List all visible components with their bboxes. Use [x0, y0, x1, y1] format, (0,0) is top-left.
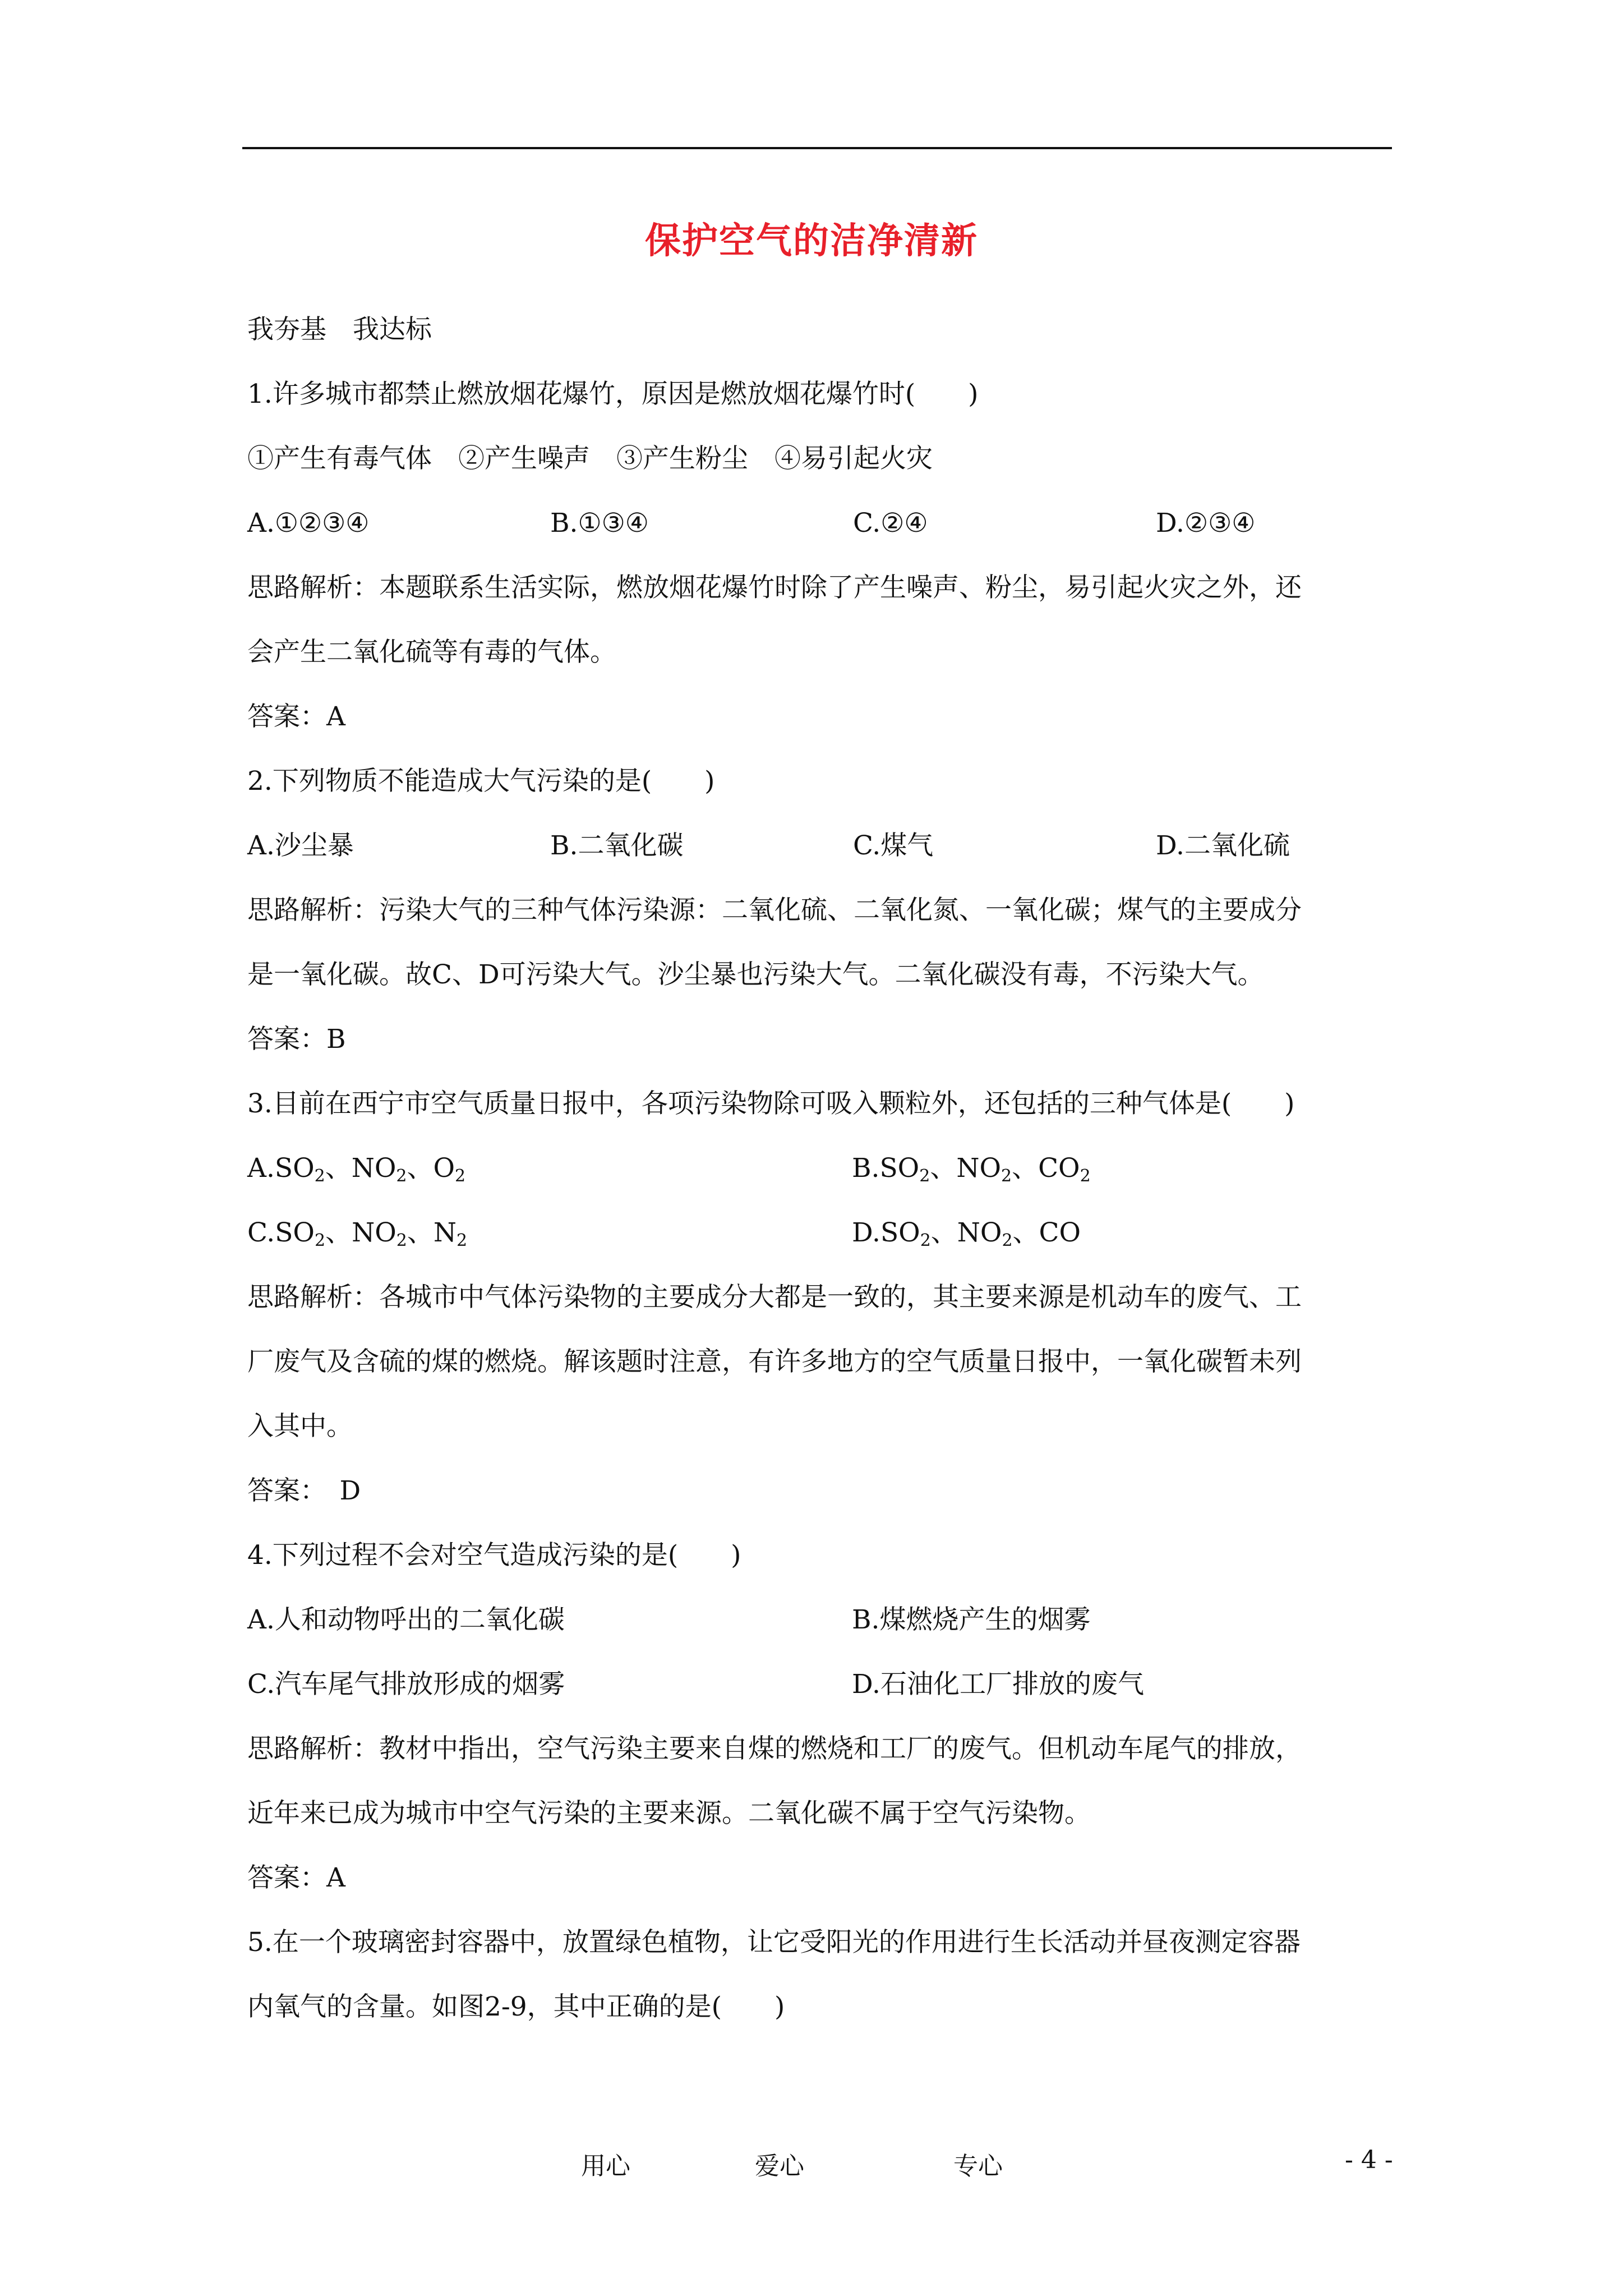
q1-option-c: C.②④: [853, 508, 928, 539]
q1-option-b: B.①③④: [550, 508, 649, 539]
q2-answer: 答案：B: [247, 1024, 346, 1055]
q2-option-a: A.沙尘暴: [247, 830, 354, 861]
q3-analysis-line-2: 厂废气及含硫的煤的燃烧。解该题时注意，有许多地方的空气质量日报中，一氧化碳暂未列: [247, 1346, 1302, 1377]
q2-option-c: C.煤气: [853, 830, 934, 861]
q4-option-b: B.煤燃烧产生的烟雾: [852, 1604, 1091, 1635]
footer-text-3: 专心: [953, 2152, 1003, 2180]
q3-analysis-line-1: 思路解析：各城市中气体污染物的主要成分大都是一致的，其主要来源是机动车的废气、工: [247, 1282, 1302, 1313]
q3-answer: 答案： D: [247, 1475, 361, 1506]
q3-analysis-line-3: 入其中。: [247, 1411, 353, 1442]
q1-items: ①产生有毒气体 ②产生噪声 ③产生粉尘 ④易引起火灾: [247, 443, 933, 474]
q3-options-row-1: [247, 1136, 1391, 1200]
q1-answer: 答案：A: [247, 701, 345, 732]
document-body: [247, 297, 1391, 2039]
q4-option-d: D.石油化工厂排放的废气: [852, 1669, 1144, 1700]
q3-stem: 3.目前在西宁市空气质量日报中，各项污染物除可吸入颗粒外，还包括的三种气体是( ): [247, 1088, 1295, 1119]
q1-analysis-line-2: 会产生二氧化硫等有毒的气体。: [247, 637, 616, 668]
q1-analysis-line-1: 思路解析：本题联系生活实际，燃放烟花爆竹时除了产生噪声、粉尘，易引起火灾之外，还: [247, 572, 1302, 603]
q4-options-row-2: [247, 1652, 1391, 1717]
q3-option-b: $B.SO_2$、$NO_2$、$CO_2$: [852, 1153, 1091, 1186]
q4-options-row-1: [247, 1588, 1391, 1652]
q1-option-a: A.①②③④: [247, 508, 370, 539]
header-rule: [242, 147, 1392, 149]
q5-stem-line-2: 内氧气的含量。如图2-9，其中正确的是( ): [247, 1991, 785, 2022]
q1-stem: 1.许多城市都禁止燃放烟花爆竹，原因是燃放烟花爆竹时( ): [247, 379, 979, 409]
q1-option-d: D.②③④: [1156, 508, 1256, 539]
footer-text-2: 爱心: [755, 2152, 804, 2180]
q4-analysis-line-1: 思路解析：教材中指出，空气污染主要来自煤的燃烧和工厂的废气。但机动车尾气的排放，: [247, 1733, 1302, 1764]
page-number: - 4 -: [1345, 2146, 1393, 2174]
q3-option-a: $A.SO_2$、$NO_2$、$O_2$: [247, 1153, 466, 1186]
q2-option-b: B.二氧化碳: [550, 830, 684, 861]
q4-answer: 答案：A: [247, 1862, 345, 1893]
q3-options-row-2: [247, 1200, 1391, 1265]
q2-analysis-line-1: 思路解析：污染大气的三种气体污染源：二氧化硫、二氧化氮、一氧化碳；煤气的主要成分: [247, 895, 1302, 926]
q3-option-c: $C.SO_2$、$NO_2$、$N_2$: [247, 1217, 468, 1250]
q2-stem: 2.下列物质不能造成大气污染的是( ): [247, 766, 715, 797]
q1-options: [247, 491, 1391, 555]
q4-option-a: A.人和动物呼出的二氧化碳: [247, 1604, 565, 1635]
q2-analysis-line-2: 是一氧化碳。故C、D可污染大气。沙尘暴也污染大气。二氧化碳没有毒，不污染大气。: [247, 959, 1264, 990]
q4-option-c: C.汽车尾气排放形成的烟雾: [247, 1669, 565, 1700]
footer-text-1: 用心: [581, 2152, 630, 2180]
q4-analysis-line-2: 近年来已成为城市中空气污染的主要来源。二氧化碳不属于空气污染物。: [247, 1798, 1091, 1829]
q2-option-d: D.二氧化硫: [1156, 830, 1290, 861]
q4-stem: 4.下列过程不会对空气造成污染的是( ): [247, 1540, 741, 1571]
q5-stem-line-1: 5.在一个玻璃密封容器中，放置绿色植物，让它受阳光的作用进行生长活动并昼夜测定容器: [247, 1927, 1301, 1958]
section-heading: 我夯基 我达标: [247, 314, 432, 345]
q3-option-d: $D.SO_2$、$NO_2$、CO: [852, 1217, 1081, 1250]
q2-options: [247, 813, 1391, 878]
page-title: 保护空气的洁净清新: [645, 220, 978, 262]
